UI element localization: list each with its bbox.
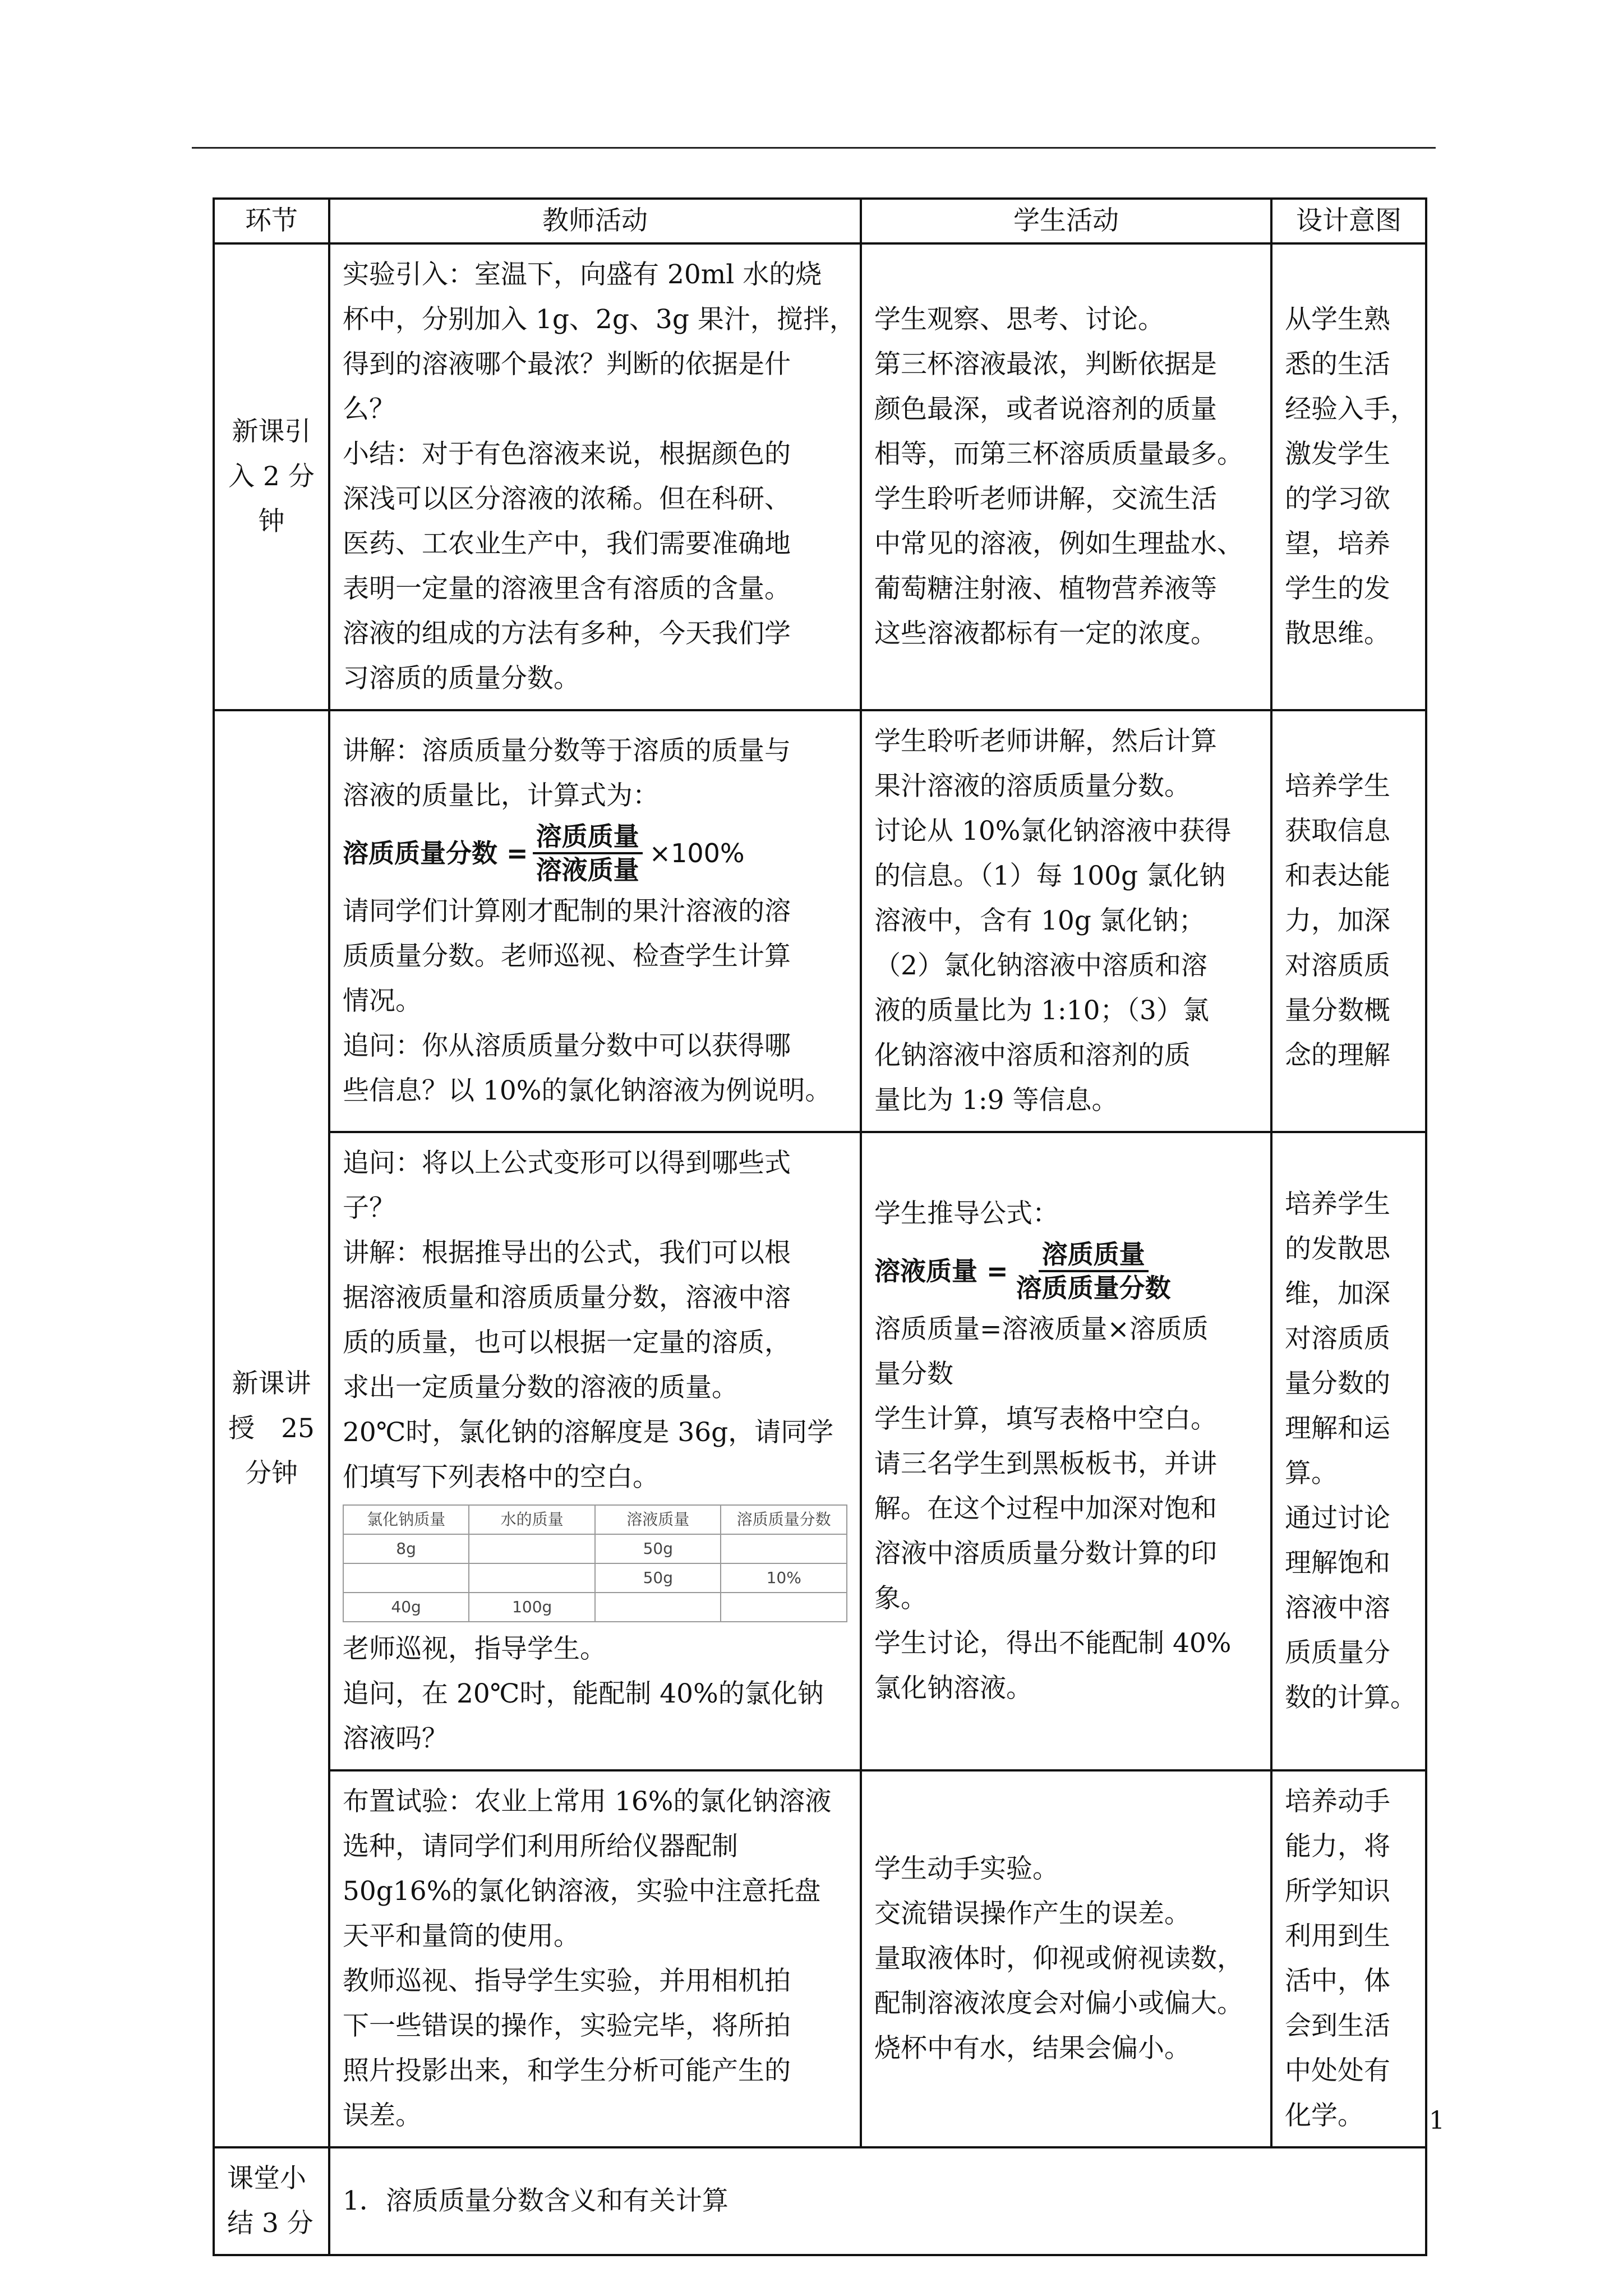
teacher-cell-intro — [329, 243, 861, 710]
text-line: 和表达能 — [1285, 861, 1390, 891]
student-cell-intro — [861, 243, 1271, 710]
text-line: 的信息。（1）每 100g 氯化钠 — [874, 861, 1226, 891]
header-teacher-activity: 教师活动 — [329, 199, 861, 243]
mini-table-cell: 10% — [721, 1563, 847, 1593]
text-line: 学生聆听老师讲解，交流生活 — [874, 484, 1217, 514]
text-line: 量分数概 — [1285, 995, 1390, 1026]
mini-table-cell: 水的质量 — [469, 1505, 595, 1534]
stage-cell-summary — [214, 2147, 329, 2255]
text-line: 化学。 — [1285, 2100, 1364, 2131]
text-line: 解。在这个过程中加深对饱和 — [874, 1493, 1217, 1524]
text-line: 布置试验：农业上常用 16%的氯化钠溶液 — [343, 1786, 832, 1817]
mini-table-cell — [721, 1534, 847, 1563]
purpose-cell-teaching-b — [1271, 1132, 1426, 1770]
stage-line: 授 25 — [228, 1413, 315, 1444]
mini-table-cell: 氯化钠质量 — [343, 1505, 469, 1534]
stage-line: 分钟 — [245, 1458, 298, 1489]
header-student-activity: 学生活动 — [861, 199, 1271, 243]
stage-cell-intro — [214, 243, 329, 710]
mass-fraction-formula — [343, 821, 847, 886]
text-line: 据溶液质量和溶质质量分数，溶液中溶 — [343, 1282, 791, 1313]
mini-table-cell: 溶质质量分数 — [721, 1505, 847, 1534]
teacher-cell-teaching-b — [329, 1132, 861, 1770]
text-line: 溶液中，含有 10g 氯化钠； — [874, 905, 1205, 936]
formula-denominator: 溶质质量分数 — [1016, 1273, 1171, 1303]
text-line: 溶液中溶质质量分数计算的印 — [874, 1538, 1217, 1569]
text-line: 追问：将以上公式变形可以得到哪些式 — [343, 1148, 791, 1179]
text-line: 中处处有 — [1285, 2055, 1390, 2086]
text-line: 习溶质的质量分数。 — [343, 663, 580, 694]
table-row-teaching-c — [214, 1770, 1426, 2147]
mini-table-cell: 100g — [469, 1593, 595, 1622]
text-line: 培养动手 — [1285, 1786, 1390, 1817]
header-design-intent: 设计意图 — [1271, 199, 1426, 243]
text-line: 激发学生 — [1285, 439, 1390, 470]
text-line: 下一些错误的操作，实验完毕，将所拍 — [343, 2010, 791, 2041]
stage-line: 入 2 分 — [228, 461, 315, 492]
mini-table-cell — [343, 1563, 469, 1593]
text-line: 量取液体时，仰视或俯视读数， — [874, 1943, 1243, 1974]
page-number: 1 — [1429, 2106, 1445, 2135]
text-line: 象。 — [874, 1583, 927, 1614]
text-line: 葡萄糖注射液、植物营养液等 — [874, 573, 1217, 604]
purpose-cell-intro — [1271, 243, 1426, 710]
mini-table-cell — [721, 1593, 847, 1622]
text-line: 学生的发 — [1285, 573, 1390, 604]
text-line: 情况。 — [343, 986, 422, 1016]
text-line: 烧杯中有水，结果会偏小。 — [874, 2033, 1191, 2064]
teacher-cell-teaching-a — [329, 710, 861, 1132]
text-line: 医药、工农业生产中，我们需要准确地 — [343, 528, 791, 559]
stage-line: 课堂小 — [227, 2163, 306, 2194]
text-line: 请三名学生到黑板板书，并讲 — [874, 1448, 1217, 1479]
text-line: 学生计算，填写表格中空白。 — [874, 1404, 1217, 1434]
text-line: 质质量分 — [1285, 1637, 1390, 1668]
text-line: 溶液的组成的方法有多种，今天我们学 — [343, 618, 791, 649]
text-line: 教师巡视、指导学生实验，并用相机拍 — [343, 1966, 791, 1996]
text-line: 选种，请同学们利用所给仪器配制 — [343, 1831, 738, 1862]
text-line: 溶液吗？ — [343, 1723, 448, 1754]
student-cell-teaching-b — [861, 1132, 1271, 1770]
text-line: 悉的生活 — [1285, 349, 1390, 380]
mini-table-row — [343, 1534, 847, 1563]
text-line: 得到的溶液哪个最浓？判断的依据是什 — [343, 349, 791, 380]
text-line: 念的理解 — [1285, 1040, 1390, 1071]
text-line: 20℃时，氯化钠的溶解度是 36g，请同学 — [343, 1417, 834, 1448]
table-row-teaching-a — [214, 710, 1426, 1132]
text-line: 活中，体 — [1285, 1966, 1390, 1996]
text-line: 杯中，分别加入 1g、2g、3g 果汁，搅拌， — [343, 304, 856, 335]
text-line: 利用到生 — [1285, 1921, 1390, 1952]
text-line: 第三杯溶液最浓，判断依据是 — [874, 349, 1217, 380]
text-line: 么？ — [343, 394, 395, 425]
formula-denominator: 溶液质量 — [536, 855, 639, 885]
formula-numerator: 溶质质量 — [533, 821, 643, 854]
stage-line: 新课讲 — [232, 1368, 311, 1399]
text-line: 液的质量比为 1:10；（3）氯 — [874, 995, 1209, 1026]
text-line: 质的质量，也可以根据一定量的溶质， — [343, 1327, 791, 1358]
stage-line: 新课引 — [232, 416, 311, 447]
text-line: 量分数的 — [1285, 1368, 1390, 1399]
mini-table-row — [343, 1593, 847, 1622]
mini-table-cell: 8g — [343, 1534, 469, 1563]
teacher-cell-teaching-c — [329, 1770, 861, 2147]
text-line: 讲解：根据推导出的公式，我们可以根 — [343, 1237, 791, 1268]
summary-content-cell — [329, 2147, 1426, 2255]
mini-table-cell: 40g — [343, 1593, 469, 1622]
text-line: 小结：对于有色溶液来说，根据颜色的 — [343, 439, 791, 470]
header-rule — [192, 147, 1436, 149]
table-header-row — [214, 199, 1426, 243]
formula-fraction — [533, 821, 643, 886]
text-line: 理解和运 — [1285, 1413, 1390, 1444]
mini-table-cell — [595, 1593, 721, 1622]
text-line: 交流错误操作产生的误差。 — [874, 1898, 1191, 1929]
text-line: 氯化钠溶液。 — [874, 1673, 1032, 1704]
mini-table-cell — [469, 1534, 595, 1563]
text-line: 子？ — [343, 1193, 395, 1223]
text-line: 误差。 — [343, 2100, 422, 2131]
text-line: 天平和量筒的使用。 — [343, 1921, 580, 1952]
text-line: 老师巡视，指导学生。 — [343, 1634, 606, 1664]
text-line: 算。 — [1285, 1458, 1338, 1489]
purpose-cell-teaching-c — [1271, 1770, 1426, 2147]
text-line: 量分数 — [874, 1359, 953, 1389]
lesson-plan-table — [213, 197, 1427, 2256]
text-line: 中常见的溶液，例如生理盐水、 — [874, 528, 1243, 559]
text-line: 配制溶液浓度会对偏小或偏大。 — [874, 1988, 1243, 2019]
header-stage: 环节 — [214, 199, 329, 243]
stage-line: 结 3 分 — [227, 2208, 313, 2239]
text-line: 相等，而第三杯溶质质量最多。 — [874, 439, 1243, 470]
text-line: 学生讨论，得出不能配制 40% — [874, 1628, 1232, 1659]
table-row-summary — [214, 2147, 1426, 2255]
solution-mass-formula — [874, 1239, 1258, 1304]
text-line: 求出一定质量分数的溶液的质量。 — [343, 1372, 738, 1403]
solubility-exercise-table — [343, 1504, 847, 1622]
text-line: 请同学们计算刚才配制的果汁溶液的溶 — [343, 896, 791, 927]
text-line: 散思维。 — [1285, 618, 1390, 649]
student-cell-teaching-c — [861, 1770, 1271, 2147]
formula-fraction — [1013, 1239, 1174, 1304]
table-row-teaching-b — [214, 1132, 1426, 1770]
text-line: 追问，在 20℃时，能配制 40%的氯化钠 — [343, 1678, 824, 1709]
mini-table-cell — [469, 1563, 595, 1593]
text-line: 这些溶液都标有一定的浓度。 — [874, 618, 1217, 649]
text-line: 经验入手， — [1285, 394, 1417, 425]
text-line: 讨论从 10%氯化钠溶液中获得 — [874, 816, 1232, 846]
text-line: 所学知识 — [1285, 1876, 1390, 1907]
text-line: 溶液的质量比，计算式为： — [343, 780, 659, 811]
text-line: 颜色最深，或者说溶剂的质量 — [874, 394, 1217, 425]
text-line: 溶质质量=溶液质量×溶质质 — [874, 1314, 1209, 1345]
mini-table-header-row — [343, 1505, 847, 1534]
text-line: 的发散思 — [1285, 1234, 1390, 1264]
text-line: 通过讨论 — [1285, 1503, 1390, 1534]
formula-lhs: 溶液质量 = — [874, 1256, 1008, 1286]
text-line: 对溶质质 — [1285, 950, 1390, 981]
text-line: 化钠溶液中溶质和溶剂的质 — [874, 1040, 1191, 1071]
text-line: 学生推导公式： — [874, 1198, 1059, 1229]
summary-line: 1．溶质质量分数含义和有关计算 — [343, 2185, 728, 2216]
text-line: 学生观察、思考、讨论。 — [874, 304, 1164, 335]
mini-table-row — [343, 1563, 847, 1593]
text-line: 会到生活 — [1285, 2010, 1390, 2041]
mini-table-cell: 溶液质量 — [595, 1505, 721, 1534]
text-line: 50g16%的氯化钠溶液，实验中注意托盘 — [343, 1876, 821, 1907]
text-line: 学生动手实验。 — [874, 1853, 1059, 1884]
text-line: 能力，将 — [1285, 1831, 1390, 1862]
text-line: 表明一定量的溶液里含有溶质的含量。 — [343, 573, 791, 604]
text-line: 维，加深 — [1285, 1278, 1390, 1309]
text-line: 量比为 1:9 等信息。 — [874, 1085, 1118, 1116]
text-line: 的学习欲 — [1285, 484, 1390, 514]
text-line: 数的计算。 — [1285, 1682, 1417, 1713]
text-line: （2）氯化钠溶液中溶质和溶 — [874, 950, 1207, 981]
text-line: 些信息？以 10%的氯化钠溶液为例说明。 — [343, 1075, 832, 1106]
text-line: 从学生熟 — [1285, 304, 1390, 335]
text-line: 望，培养 — [1285, 528, 1390, 559]
stage-line: 钟 — [258, 506, 285, 537]
mini-table-cell: 50g — [595, 1563, 721, 1593]
formula-suffix: ×100% — [649, 838, 745, 868]
text-line: 学生聆听老师讲解，然后计算 — [874, 726, 1217, 757]
text-line: 力，加深 — [1285, 905, 1390, 936]
formula-lhs: 溶质质量分数 = — [343, 838, 528, 868]
purpose-cell-teaching-a — [1271, 710, 1426, 1132]
student-cell-teaching-a — [861, 710, 1271, 1132]
text-line: 溶液中溶 — [1285, 1593, 1390, 1623]
text-line: 质质量分数。老师巡视、检查学生计算 — [343, 941, 791, 972]
text-line: 讲解：溶质质量分数等于溶质的质量与 — [343, 735, 791, 766]
text-line: 追问：你从溶质质量分数中可以获得哪 — [343, 1030, 791, 1061]
table-row-intro — [214, 243, 1426, 710]
text-line: 实验引入：室温下，向盛有 20ml 水的烧 — [343, 259, 822, 290]
text-line: 照片投影出来，和学生分析可能产生的 — [343, 2055, 791, 2086]
stage-cell-teaching — [214, 710, 329, 2147]
text-line: 对溶质质 — [1285, 1323, 1390, 1354]
formula-numerator: 溶质质量 — [1039, 1239, 1149, 1272]
text-line: 理解饱和 — [1285, 1548, 1390, 1579]
text-line: 培养学生 — [1285, 1189, 1390, 1220]
text-line: 培养学生 — [1285, 771, 1390, 802]
mini-table-cell: 50g — [595, 1534, 721, 1563]
text-line: 果汁溶液的溶质质量分数。 — [874, 771, 1191, 802]
text-line: 深浅可以区分溶液的浓稀。但在科研、 — [343, 484, 791, 514]
text-line: 们填写下列表格中的空白。 — [343, 1462, 659, 1493]
text-line: 获取信息 — [1285, 816, 1390, 846]
